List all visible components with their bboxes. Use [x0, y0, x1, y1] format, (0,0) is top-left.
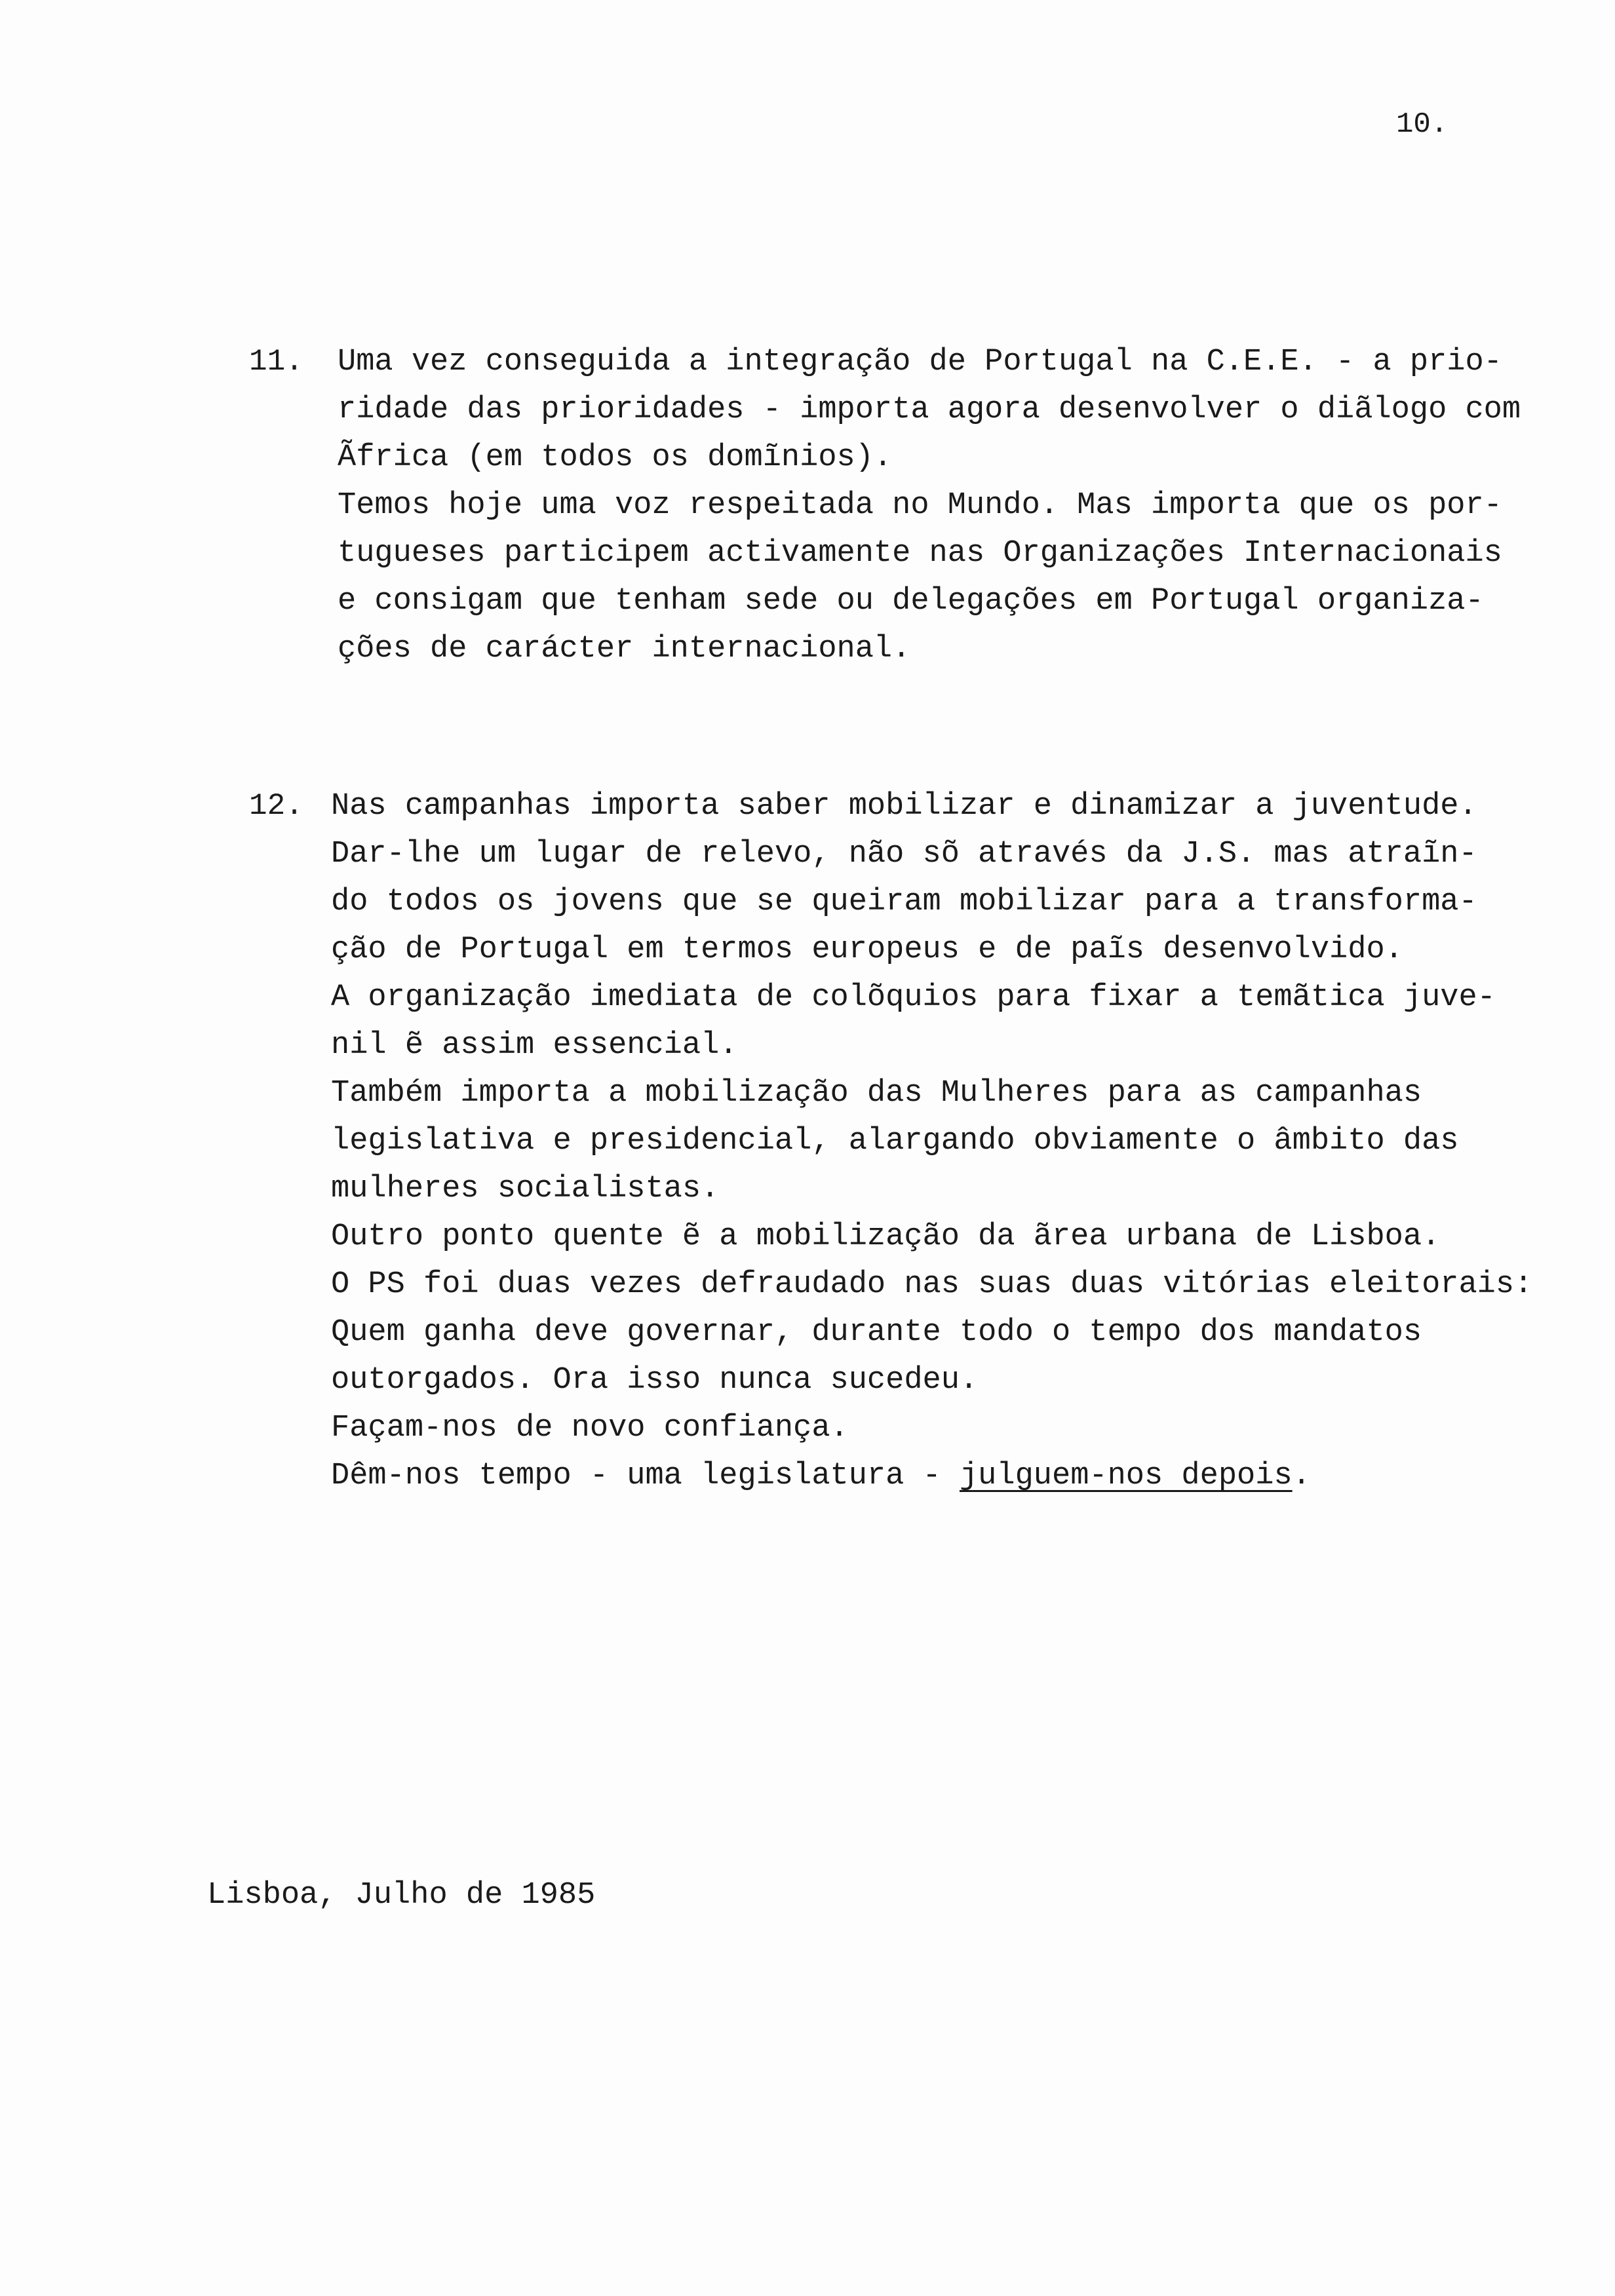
text-line: Temos hoje uma voz respeitada no Mundo. Mas importa que os por-: [338, 488, 1502, 523]
text-line: Uma vez conseguida a integração de Portugal na C.E.E. - a prio-: [338, 345, 1502, 379]
text-line: tugueses participem activamente nas Organizações Internacionais: [338, 536, 1502, 571]
text-line: Ãfrica (em todos os domĩnios).: [338, 440, 893, 475]
text-line: mulheres socialistas.: [331, 1172, 720, 1206]
text-line: nil ẽ assim essencial.: [331, 1028, 738, 1063]
final-line: [331, 1452, 1532, 1500]
text-line: do todos os jovens que se queiram mobilizar para a transforma-: [331, 885, 1477, 919]
section-number: 11.: [249, 345, 303, 379]
text-line: e consigam que tenham sede ou delegações em Portugal organiza-: [338, 584, 1484, 619]
text-line: Façam-nos de novo confiança.: [331, 1411, 849, 1445]
text-line: legislativa e presidencial, alargando obviamente o âmbito das: [331, 1124, 1459, 1158]
text-line: A organização imediata de colõquios para fixar a temãtica juve-: [331, 980, 1496, 1015]
place-and-date: Lisboa, Julho de 1985: [207, 1878, 596, 1913]
text-line: outorgados. Ora isso nunca sucedeu.: [331, 1363, 979, 1398]
section-body: [331, 782, 1532, 1500]
text-line: Nas campanhas importa saber mobilizar e dinamizar a juventude.: [331, 789, 1477, 824]
text-line: ções de carácter internacional.: [338, 632, 911, 666]
page-number: 10.: [1396, 108, 1449, 141]
text-line: ridade das prioridades - importa agora desenvolver o diãlogo com: [338, 392, 1521, 427]
section-number: 12.: [249, 789, 303, 823]
text-line: Quem ganha deve governar, durante todo o tempo dos mandatos: [331, 1315, 1422, 1350]
section-body: [338, 338, 1521, 673]
text-line: ção de Portugal em termos europeus e de paĩs desenvolvido.: [331, 932, 1403, 967]
text-line: Dar-lhe um lugar de relevo, não sõ através da J.S. mas atraĩn-: [331, 837, 1477, 871]
underlined-phrase: julguem-nos depois: [959, 1459, 1293, 1493]
final-line-prefix: Dêm-nos tempo - uma legislatura -: [331, 1459, 960, 1493]
text-line: Também importa a mobilização das Mulheres para as campanhas: [331, 1076, 1422, 1111]
text-line: O PS foi duas vezes defraudado nas suas duas vitórias eleitorais:: [331, 1267, 1533, 1302]
text-line: Outro ponto quente ẽ a mobilização da ãrea urbana de Lisboa.: [331, 1219, 1441, 1254]
final-line-suffix: .: [1292, 1459, 1311, 1493]
